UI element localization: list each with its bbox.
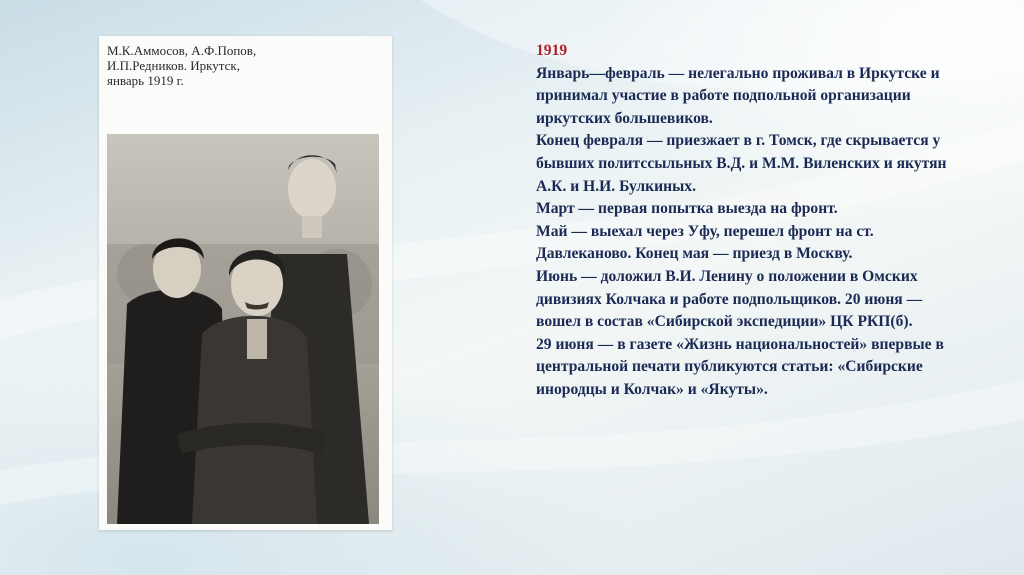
chronology-paragraph-june-29: 29 июня — в газете «Жизнь национальностей» впервые в центральной печати публикуются статьи: «Сибирские инородцы и Колчак» и «Якуты».	[536, 335, 944, 398]
chronology-paragraph-march: Март — первая попытка выезда на фронт.	[536, 200, 838, 218]
chronology-paragraph-january: Январь—февраль — нелегально проживал в Иркутске и принимал участие в работе подпольной организации иркутских большевиков.	[536, 64, 940, 127]
photo-illustration	[107, 134, 379, 524]
photo-card	[99, 36, 392, 530]
chronology-paragraph-june: Июнь — доложил В.И. Ленину о положении в Омских дивизиях Колчака и работе подпольщиков. 20 июня — вошел в состав «Сибирской экспедиции» ЦК РКП(б).	[536, 267, 923, 331]
photo-caption: М.К.Аммосов, А.Ф.Попов, И.П.Редников. Иркутск, январь 1919 г.	[107, 43, 257, 88]
historical-photo	[107, 134, 379, 524]
chronology-paragraph-may: Май — выехал через Уфу, перешел фронт на ст. Давлеканово. Конец мая — приезд в Москву.	[536, 222, 874, 263]
year-heading: 1919	[536, 42, 568, 59]
chronology-text	[536, 40, 956, 402]
chronology-paragraph-february: Конец февраля — приезжает в г. Томск, где скрывается у бывших политссыльных В.Д. и М.М. Виленских и якутян А.К. и Н.И. Булкиных.	[536, 132, 947, 195]
